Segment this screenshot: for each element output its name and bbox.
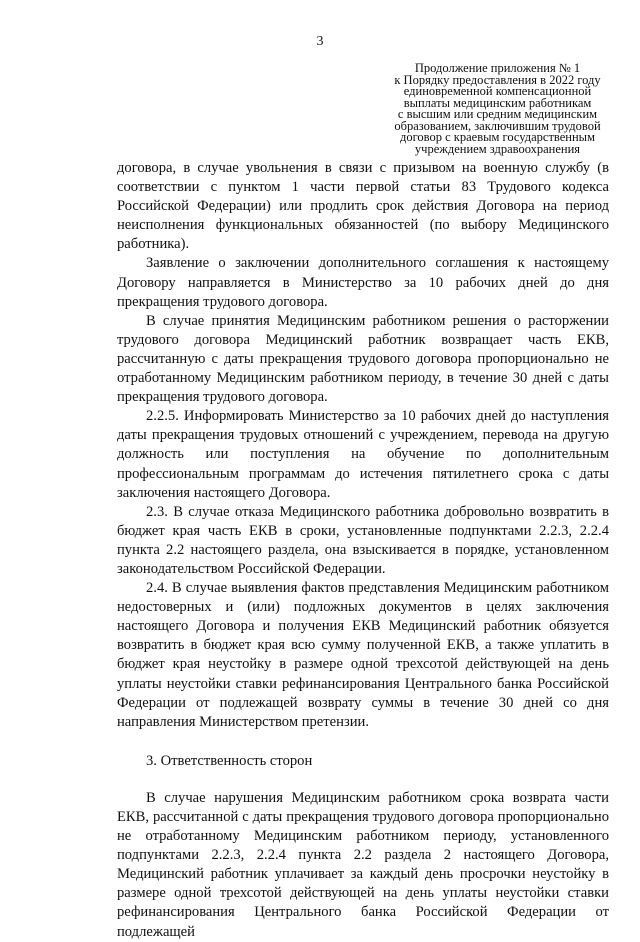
paragraph-termination: В случае принятия Медицинским работником решения о расторжении трудового договора Медицинский работник возвращает часть ЕКВ, рассчитанную с даты прекращения трудового договора пропорционально не отработанному Медицинским работником периоду, в течение 30 дней с даты прекращения трудового договора. [117, 312, 609, 406]
appendix-header-line: выплаты медицинским работникам [403, 95, 592, 110]
section-heading: 3. Ответственность сторон [146, 752, 313, 769]
paragraph-application: Заявление о заключении дополнительного соглашения к настоящему Договору направляется в Министерство за 10 рабочих дней до дня прекращения трудового договора. [117, 255, 609, 310]
appendix-header-line: Продолжение приложения № 1 [414, 61, 581, 75]
paragraph-2-3: 2.3. В случае отказа Медицинского работника добровольно возвратить в бюджет края часть ЕКВ в сроки, установленные подпунктами 2.2.3, 2.2.4 пункта 2.2 настоящего раздела, она взыскивается в порядке, установленном законодательством Российской Федерации. [117, 503, 609, 577]
appendix-header-line: к Порядку предоставления в 2022 году [394, 72, 601, 87]
appendix-header-line: образованием, заключившим трудовой [394, 118, 601, 133]
paragraph-2-2-5: 2.2.5. Информировать Министерство за 10 рабочих дней до наступления даты прекращения трудовых отношений с учреждением, перевода на другую должность или поступления на обучение по дополнительным профессиональным программам до истечения пятилетнего срока с даты заключения настоящего Договора. [117, 408, 609, 501]
appendix-header-line: учреждением здравоохранения [414, 141, 581, 156]
page-number: 3 [316, 34, 324, 49]
appendix-header-line: с высшим или средним медицинским [397, 107, 598, 121]
paragraph-continuation: договора, в случае увольнения в связи с призывом на военную службу (в соответствии с пунктом 1 части первой статьи 83 Трудового кодекса Российской Федерации) или продлить срок действия Договора на период неисполнения функциональных обязанностей (по выбору Медицинского работника). [117, 160, 609, 253]
appendix-header-line: договор с краевым государственным [399, 130, 595, 144]
document-body [117, 159, 609, 942]
paragraph-2-4: 2.4. В случае выявления фактов представления Медицинским работником недостоверных и (или) подложных документов в целях заключения настоящего Договора и получения ЕКВ Медицинский работник обязуется возвратить в бюджет края всю сумму полученной ЕКВ, а также уплатить в бюджет края неустойку в размере одной трехсотой действующей на день уплаты неустойки ставки рефинансирования Центрального банка Российской Федерации от подлежащей возврату суммы в течение 30 дней со дня направления Министерством претензии. [117, 580, 609, 730]
appendix-header-line: единовременной компенсационной [403, 84, 592, 98]
paragraph-section-3: В случае нарушения Медицинским работником срока возврата части ЕКВ, рассчитанной с даты прекращения трудового договора пропорционально не отработанному Медицинским работником периоду, установленного подпунктами 2.2.3, 2.2.4 пункта 2.2 раздела 2 настоящего Договора, Медицинский работник уплачивает за каждый день просрочки неустойку в размере одной трехсотой действующей на день уплаты неустойки ставки рефинансирования Центрального банка Российской Федерации от подлежащей [117, 789, 609, 940]
appendix-header [385, 63, 610, 155]
